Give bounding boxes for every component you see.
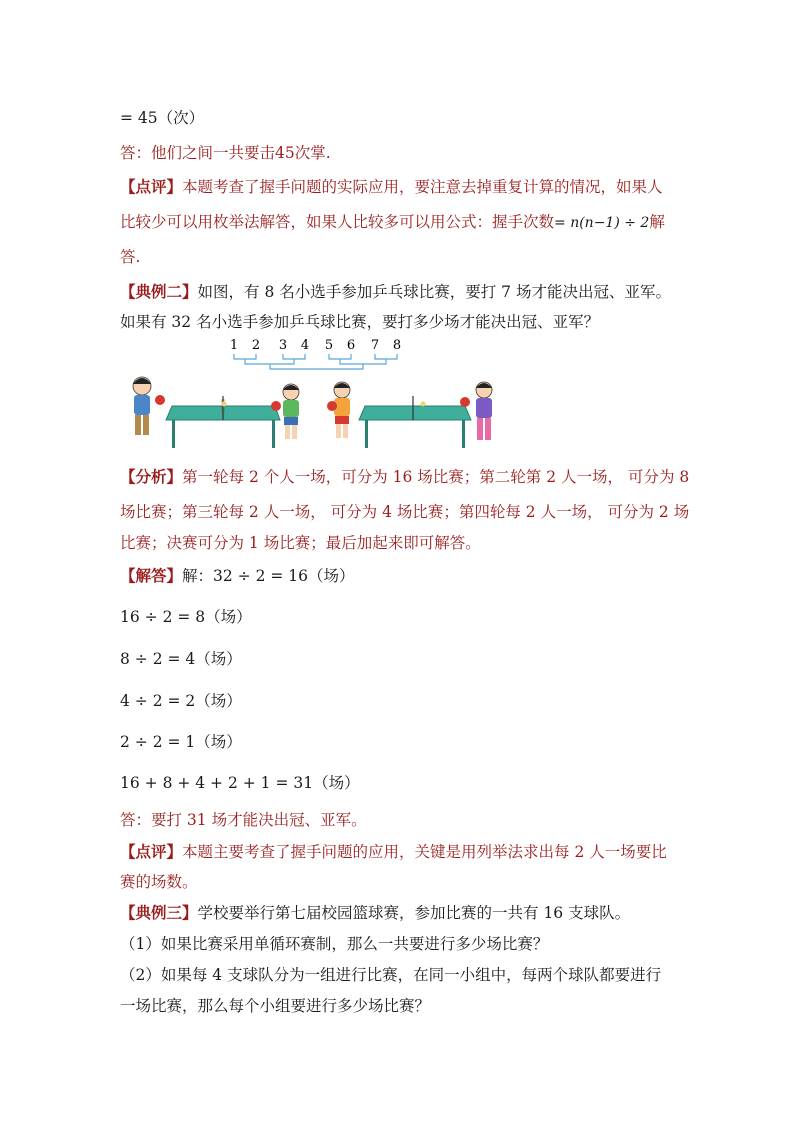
bracket-number: 2: [251, 338, 261, 353]
example-text: 如果有 32 名小选手参加乒乓球比赛，要打多少场才能决出冠、亚军？: [120, 313, 600, 331]
comment-text: 答.: [120, 248, 141, 266]
comment-tag: 【点评】: [120, 842, 183, 861]
comment-text: 赛的场数。: [120, 873, 198, 891]
example-tag: 【典例三】: [120, 903, 198, 922]
analysis-line-2: [120, 501, 689, 523]
answer-line: [120, 142, 331, 164]
unit-text: （场）: [308, 567, 355, 585]
example-2-line-2: [120, 311, 599, 333]
formula: 2 ÷ 2 = 1: [120, 733, 196, 751]
example-3-question-1: [120, 933, 548, 955]
bracket-number: 3: [278, 338, 288, 353]
comment-line-2: [120, 211, 665, 234]
example-2-line-1: [120, 281, 671, 303]
example-3-question-2-cont: [120, 995, 430, 1017]
player-figure: [133, 377, 165, 435]
bracket-number: 5: [324, 338, 334, 353]
bracket-number: 8: [392, 338, 402, 353]
analysis-text: 第一轮每 2 个人一场，可分为 16 场比赛；第二轮第 2 人一场， 可分为 8: [182, 468, 690, 486]
solution-line-5: [120, 731, 242, 753]
question-text: （1）如果比赛采用单循环赛制，那么一共要进行多少场比赛？: [120, 935, 549, 953]
formula: 4 ÷ 2 = 2: [120, 692, 196, 710]
ping-pong-table-right: [359, 396, 471, 448]
bracket-lines: [234, 354, 397, 369]
solution-line-1: [120, 565, 355, 587]
answer-text: 答：他们之间一共要击45次掌.: [120, 144, 331, 162]
comment-line-3: [120, 246, 140, 268]
bracket-number: 4: [300, 338, 310, 353]
formula: 8 ÷ 2 = 4: [120, 650, 196, 668]
comment-2-line-1: [120, 841, 667, 863]
formula: 16 + 8 + 4 + 2 + 1 = 31: [120, 774, 314, 792]
analysis-tag: 【分析】: [120, 467, 183, 486]
answer-line-2: [120, 809, 367, 831]
analysis-text: 比赛；决赛可分为 1 场比赛；最后加起来即可解答。: [120, 534, 481, 552]
example-3-line-1: [120, 902, 630, 924]
comment-line-1: [120, 176, 663, 198]
comment-tag: 【点评】: [120, 177, 183, 196]
unit-text: （场）: [195, 692, 242, 710]
solution-text: 解：: [182, 567, 214, 585]
formula: 32 ÷ 2 = 16: [213, 567, 309, 585]
analysis-text: 场比赛；第三轮每 2 人一场， 可分为 4 场比赛；第四轮每 2 人一场， 可分为 2 场: [120, 503, 690, 521]
bracket-number: 7: [370, 338, 380, 353]
analysis-line-3: [120, 532, 481, 554]
comment-text: 解: [649, 213, 665, 231]
solution-line-3: [120, 648, 242, 670]
comment-2-line-2: [120, 871, 198, 893]
solution-tag: 【解答】: [120, 566, 183, 585]
comment-text: 本题主要考查了握手问题的应用，关键是用列举法求出每 2 人一场要比: [182, 843, 667, 861]
equation-text: = 45（次）: [120, 109, 205, 127]
example-text: 学校要举行第七届校园篮球赛，参加比赛的一共有 16 支球队。: [197, 904, 631, 922]
formula: = n(n−1) ÷ 2: [554, 215, 650, 231]
question-text: （2）如果每 4 支球队分为一组进行比赛，在同一小组中，每两个球队都要进行: [120, 966, 662, 984]
solution-line-2: [120, 606, 252, 628]
bracket-number: 1: [229, 338, 239, 353]
player-figure: [327, 382, 350, 438]
analysis-line-1: [120, 466, 689, 488]
formula: 16 ÷ 2 = 8: [120, 608, 206, 626]
example-tag: 【典例二】: [120, 282, 198, 301]
comment-text: 本题考查了握手问题的实际应用，要注意去掉重复计算的情况，如果人: [182, 178, 663, 196]
example-text: 如图，有 8 名小选手参加乒乓球比赛，要打 7 场才能决出冠、亚军。: [197, 283, 671, 301]
ping-pong-table-left: [166, 396, 280, 448]
solution-line-4: [120, 690, 242, 712]
bracket-number: 6: [346, 338, 356, 353]
unit-text: （场）: [205, 608, 252, 626]
example-3-question-2: [120, 964, 661, 986]
solution-line-6: [120, 772, 360, 794]
unit-text: （场）: [313, 774, 360, 792]
tournament-figure: [120, 334, 530, 454]
result-line: [120, 107, 204, 129]
answer-text: 答：要打 31 场才能决出冠、亚军。: [120, 811, 367, 829]
unit-text: （场）: [195, 650, 242, 668]
unit-text: （场）: [195, 733, 242, 751]
comment-text: 比较少可以用枚举法解答，如果人比较多可以用公式：握手次数: [120, 213, 555, 231]
question-text: 一场比赛，那么每个小组要进行多少场比赛？: [120, 997, 431, 1015]
